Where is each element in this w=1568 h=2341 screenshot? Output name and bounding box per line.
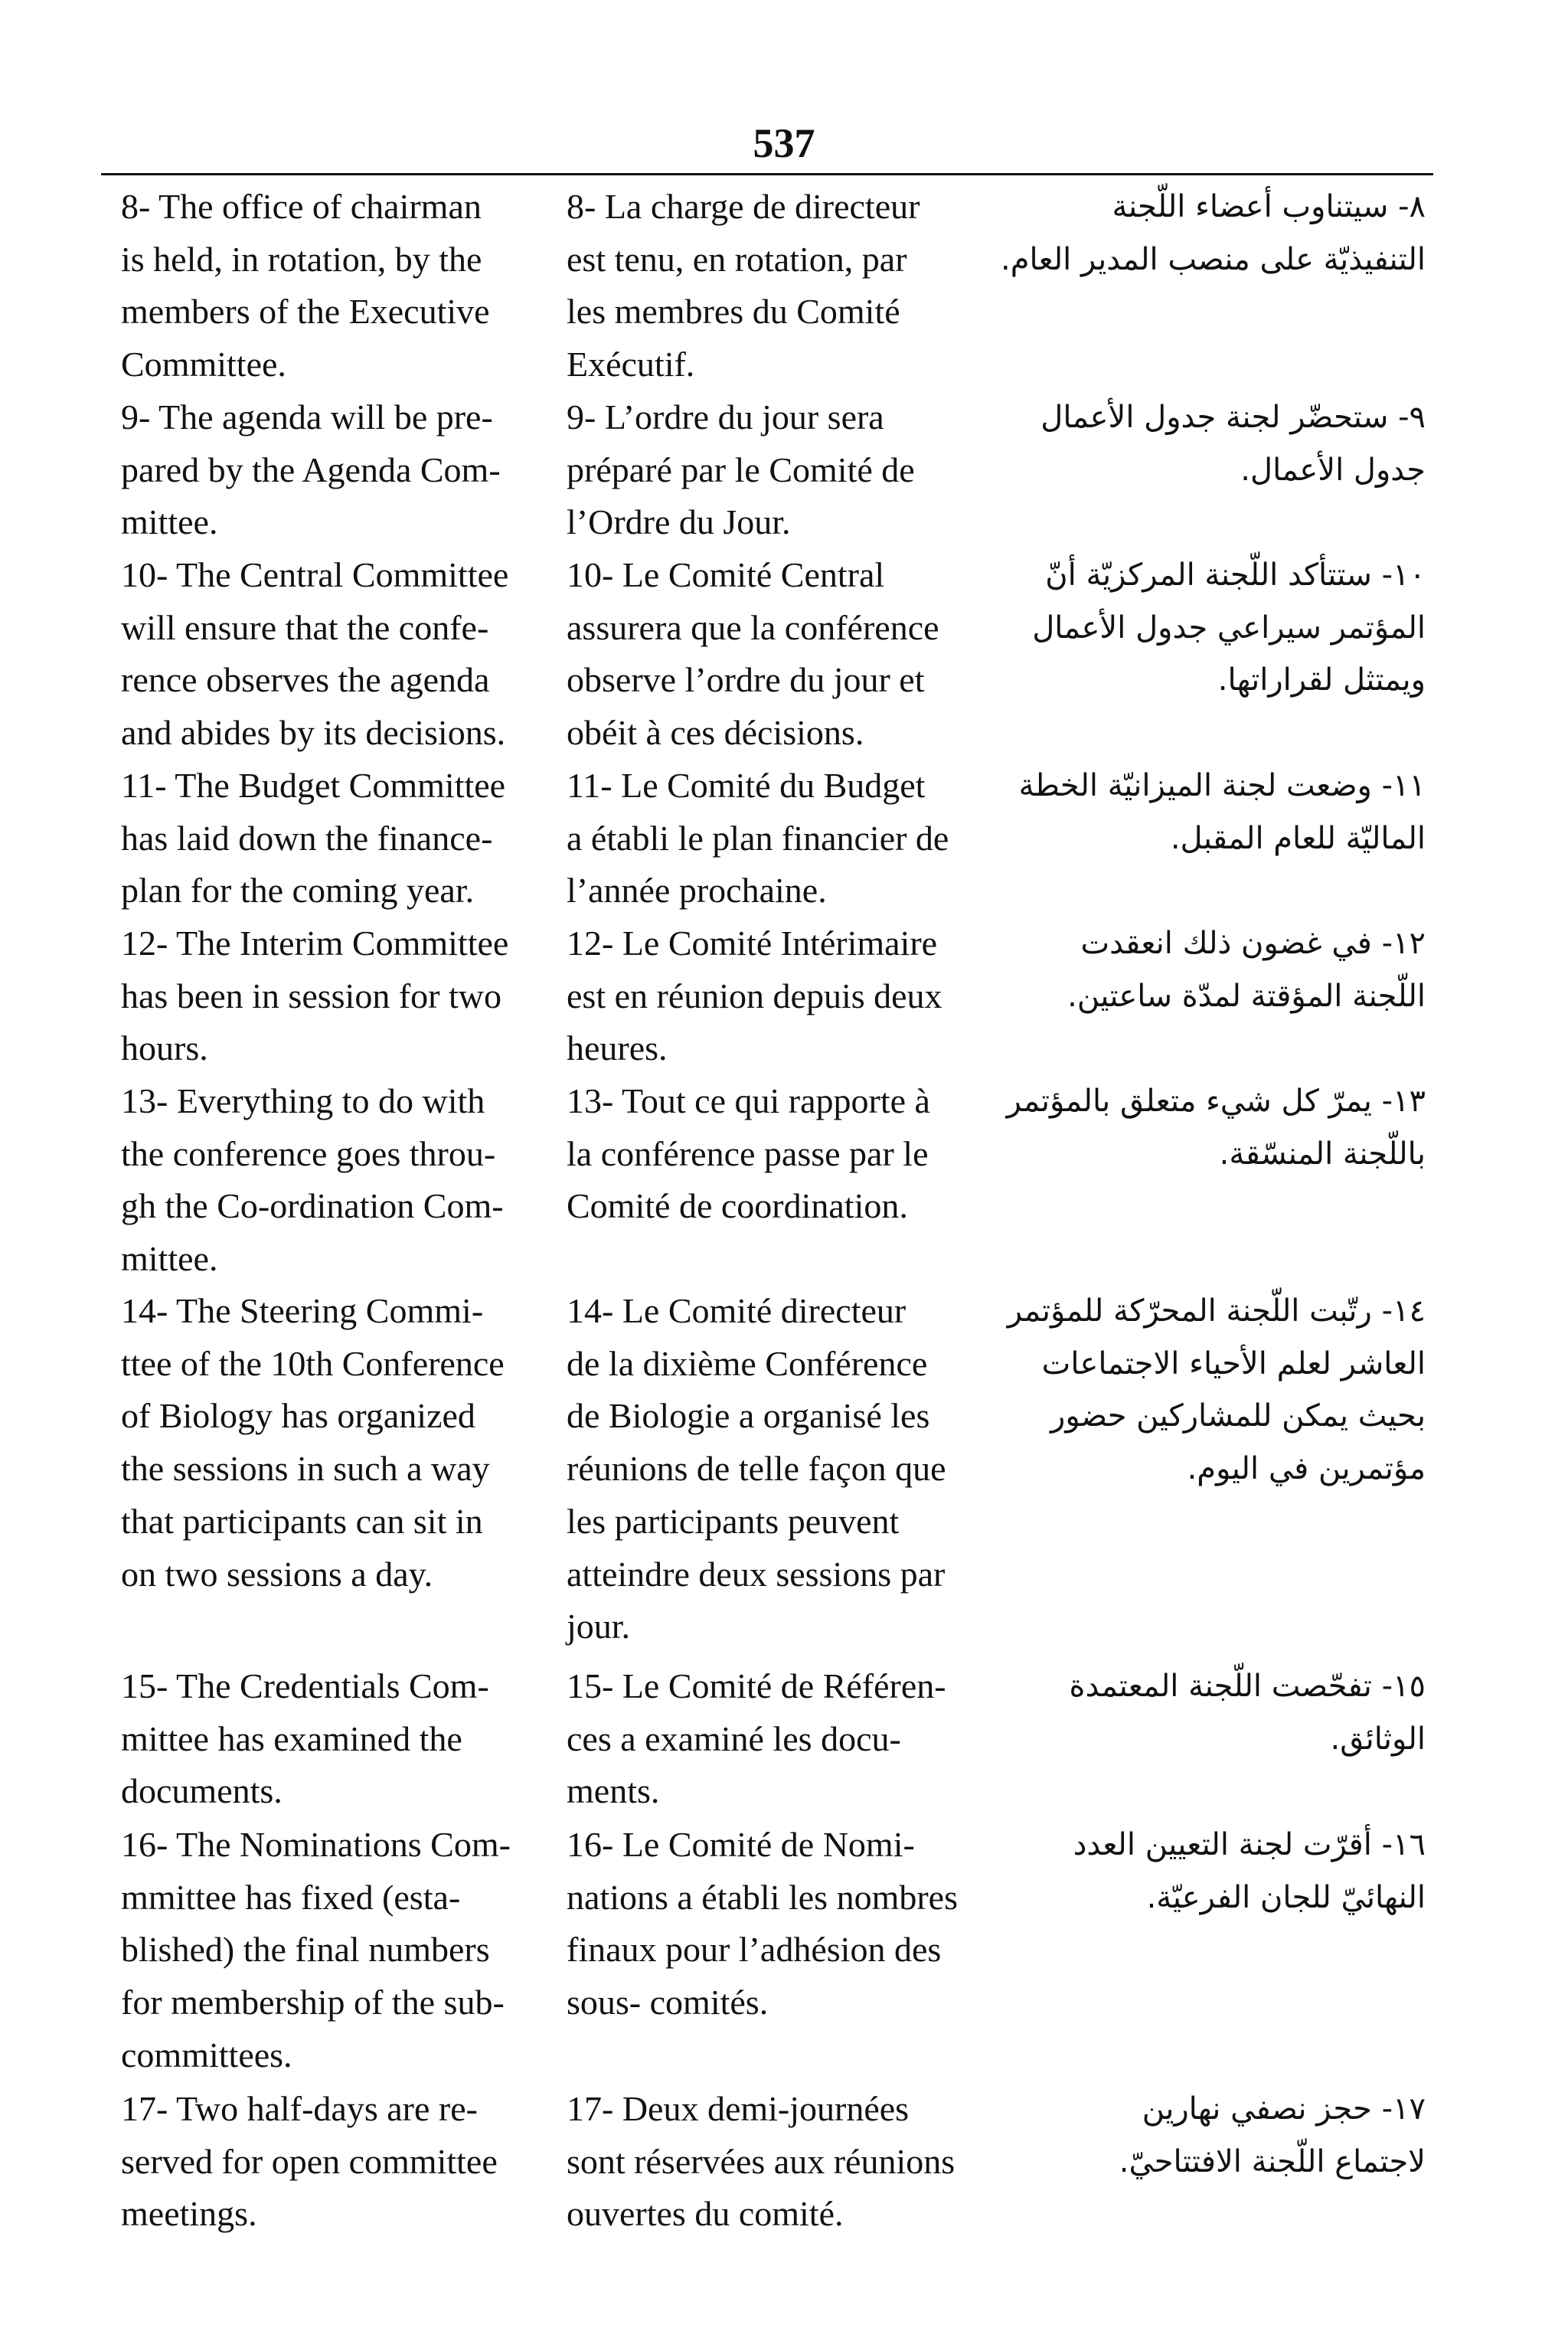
entry-english <box>121 181 534 391</box>
text-line: sous- comités. <box>567 1983 769 2022</box>
page-number: 537 <box>753 120 815 166</box>
text-line: بحيث يمكن للمشاركين حضور <box>1050 1398 1426 1434</box>
text-line: 16- The Nominations Com- <box>121 1825 511 1864</box>
text-line: atteindre deux sessions par <box>567 1554 946 1594</box>
text-line: الماليّة للعام المقبل. <box>1170 820 1426 856</box>
entry-arabic <box>1012 760 1426 865</box>
text-line: meetings. <box>121 2194 257 2234</box>
entry-french <box>567 1285 980 1653</box>
entry-french <box>567 1660 980 1818</box>
entry-french <box>567 2083 980 2241</box>
text-line: nations a établi les nombres <box>567 1877 958 1917</box>
text-line: is held, in rotation, by the <box>121 239 482 279</box>
text-line: ويمتثل لقراراتها. <box>1217 662 1426 698</box>
text-line: 12- The Interim Committee <box>121 924 509 963</box>
entry-arabic <box>1012 2083 1426 2188</box>
text-line: 17- Deux demi-journées <box>567 2089 910 2128</box>
text-line: Comité de coordination. <box>567 1186 908 1226</box>
entry-english <box>121 1285 534 1600</box>
text-line: jour. <box>567 1607 631 1646</box>
text-line: ttee of the 10th Conference <box>121 1343 505 1383</box>
text-line: 16- Le Comité de Nomi- <box>567 1825 915 1864</box>
text-line: plan for the coming year. <box>121 871 475 911</box>
text-line: ces a examiné les docu- <box>567 1718 901 1758</box>
text-line: 11- The Budget Committee <box>121 766 506 805</box>
text-line: est en réunion depuis deux <box>567 976 942 1015</box>
text-line: 8- La charge de directeur <box>567 187 920 226</box>
text-line: mmittee has fixed (esta- <box>121 1877 461 1917</box>
text-line: obéit à ces décisions. <box>567 713 864 753</box>
header-rule <box>101 173 1433 175</box>
text-line: will ensure that the confe- <box>121 607 489 647</box>
text-line: assurera que la conférence <box>567 607 939 647</box>
text-line: 12- Le Comité Intérimaire <box>567 924 938 963</box>
text-line: الوثائق. <box>1330 1721 1426 1757</box>
text-line: pared by the Agenda Com- <box>121 450 501 489</box>
text-line: les participants peuvent <box>567 1501 900 1541</box>
text-line: 10- The Central Committee <box>121 555 509 594</box>
text-line: ments. <box>567 1771 660 1811</box>
text-line: ١٤- رتّبت اللّجنة المحرّكة للمؤتمر <box>1007 1293 1426 1329</box>
text-line: باللّجنة المنسّقة. <box>1219 1136 1426 1172</box>
text-line: 17- Two half-days are re- <box>121 2089 478 2128</box>
text-line: لاجتماع اللّجنة الافتتاحيّ. <box>1119 2143 1426 2179</box>
entry-english <box>121 2083 534 2241</box>
text-line: 9- The agenda will be pre- <box>121 397 493 436</box>
text-line: جدول الأعمال. <box>1240 452 1426 488</box>
text-line: committees. <box>121 2035 292 2075</box>
text-line: اللّجنة المؤقتة لمدّة ساعتين. <box>1067 978 1426 1014</box>
text-line: finaux pour l’adhésion des <box>567 1930 942 1970</box>
text-line: 8- The office of chairman <box>121 187 482 226</box>
entry-arabic <box>1012 917 1426 1022</box>
text-line: préparé par le Comité de <box>567 450 915 489</box>
entry-english <box>121 1819 534 2082</box>
text-line: العاشر لعلم الأحياء الاجتماعات <box>1041 1345 1426 1381</box>
text-line: on two sessions a day. <box>121 1554 433 1594</box>
text-line: réunions de telle façon que <box>567 1449 946 1489</box>
entry-french <box>567 549 980 760</box>
text-line: Exécutif. <box>567 345 695 384</box>
entry-french <box>567 391 980 549</box>
text-line: 15- The Credentials Com- <box>121 1666 489 1705</box>
entry-french <box>567 1819 980 2029</box>
text-line: ١٦- أقرّت لجنة التعيين العدد <box>1073 1827 1426 1862</box>
text-line: 13- Everything to do with <box>121 1081 485 1120</box>
text-line: that participants can sit in <box>121 1501 483 1541</box>
entry-english <box>121 391 534 549</box>
text-line: 14- Le Comité directeur <box>567 1291 906 1330</box>
text-line: de Biologie a organisé les <box>567 1396 930 1436</box>
text-line: has laid down the finance- <box>121 818 493 858</box>
text-line: ١٧- حجز نصفي نهارين <box>1142 2091 1426 2127</box>
text-line: 14- The Steering Commi- <box>121 1291 484 1330</box>
text-line: the conference goes throu- <box>121 1133 496 1173</box>
text-line: 13- Tout ce qui rapporte à <box>567 1081 930 1120</box>
entry-english <box>121 549 534 760</box>
entry-english <box>121 917 534 1075</box>
text-line: blished) the final numbers <box>121 1930 490 1970</box>
text-line: mittee. <box>121 1239 218 1279</box>
text-line: documents. <box>121 1771 283 1811</box>
text-line: mittee has examined the <box>121 1718 462 1758</box>
text-line: 10- Le Comité Central <box>567 555 885 594</box>
text-line: ٨- سيتناوب أعضاء اللّجنة <box>1112 189 1426 224</box>
entry-english <box>121 1075 534 1286</box>
text-line: served for open committee <box>121 2141 498 2181</box>
text-line: heures. <box>567 1028 668 1068</box>
text-line: 15- Le Comité de Référen- <box>567 1666 946 1705</box>
text-line: de la dixième Conférence <box>567 1343 928 1383</box>
text-line: and abides by its decisions. <box>121 713 506 753</box>
text-line: التنفيذيّة على منصب المدير العام. <box>1001 241 1426 277</box>
entry-arabic <box>1012 391 1426 496</box>
text-line: members of the Executive <box>121 292 490 332</box>
text-line: the sessions in such a way <box>121 1449 490 1489</box>
text-line: 11- Le Comité du Budget <box>567 766 926 805</box>
text-line: ١٠- ستتأكد اللّجنة المركزيّة أنّ <box>1045 557 1426 593</box>
text-line: rence observes the agenda <box>121 660 490 700</box>
entry-french <box>567 181 980 391</box>
text-line: gh the Co-ordination Com- <box>121 1186 504 1226</box>
text-line: ١٣- يمرّ كل شيء متعلق بالمؤتمر <box>1006 1084 1426 1119</box>
entry-arabic <box>1006 1075 1426 1180</box>
text-line: les membres du Comité <box>567 292 900 332</box>
text-line: has been in session for two <box>121 976 501 1015</box>
entry-english <box>121 760 534 917</box>
text-line: la conférence passe par le <box>567 1133 929 1173</box>
text-line: a établi le plan financier de <box>567 818 949 858</box>
text-line: mittee. <box>121 502 218 542</box>
text-line: Committee. <box>121 345 286 384</box>
entry-english <box>121 1660 534 1818</box>
text-line: est tenu, en rotation, par <box>567 239 907 279</box>
text-line: ١٥- تفحّصت اللّجنة المعتمدة <box>1069 1669 1426 1704</box>
entry-arabic <box>1012 549 1426 707</box>
text-line: l’année prochaine. <box>567 871 827 911</box>
text-line: l’Ordre du Jour. <box>567 502 791 542</box>
text-line: ١٢- في غضون ذلك انعقدت <box>1080 926 1426 961</box>
text-line: النهائيّ للجان الفرعيّة. <box>1146 1879 1426 1915</box>
text-line: 9- L’ordre du jour sera <box>567 397 884 436</box>
text-line: المؤتمر سيراعي جدول الأعمال <box>1032 610 1426 646</box>
text-line: ١١- وضعت لجنة الميزانيّة الخطة <box>1018 768 1426 803</box>
entry-arabic <box>1007 1285 1426 1496</box>
text-line: ouvertes du comité. <box>567 2194 844 2234</box>
entry-french <box>567 917 980 1075</box>
text-line: of Biology has organized <box>121 1396 475 1436</box>
entry-arabic <box>1001 181 1426 286</box>
text-line: ٩- ستحضّر لجنة جدول الأعمال <box>1040 400 1426 435</box>
entry-arabic <box>1012 1660 1426 1765</box>
text-line: hours. <box>121 1028 208 1068</box>
entry-arabic <box>1012 1819 1426 1924</box>
text-line: for membership of the sub- <box>121 1983 505 2022</box>
text-line: sont réservées aux réunions <box>567 2141 956 2181</box>
text-line: مؤتمرين في اليوم. <box>1187 1451 1426 1487</box>
text-line: observe l’ordre du jour et <box>567 660 925 700</box>
entry-french <box>567 1075 980 1233</box>
entry-french <box>567 760 980 917</box>
